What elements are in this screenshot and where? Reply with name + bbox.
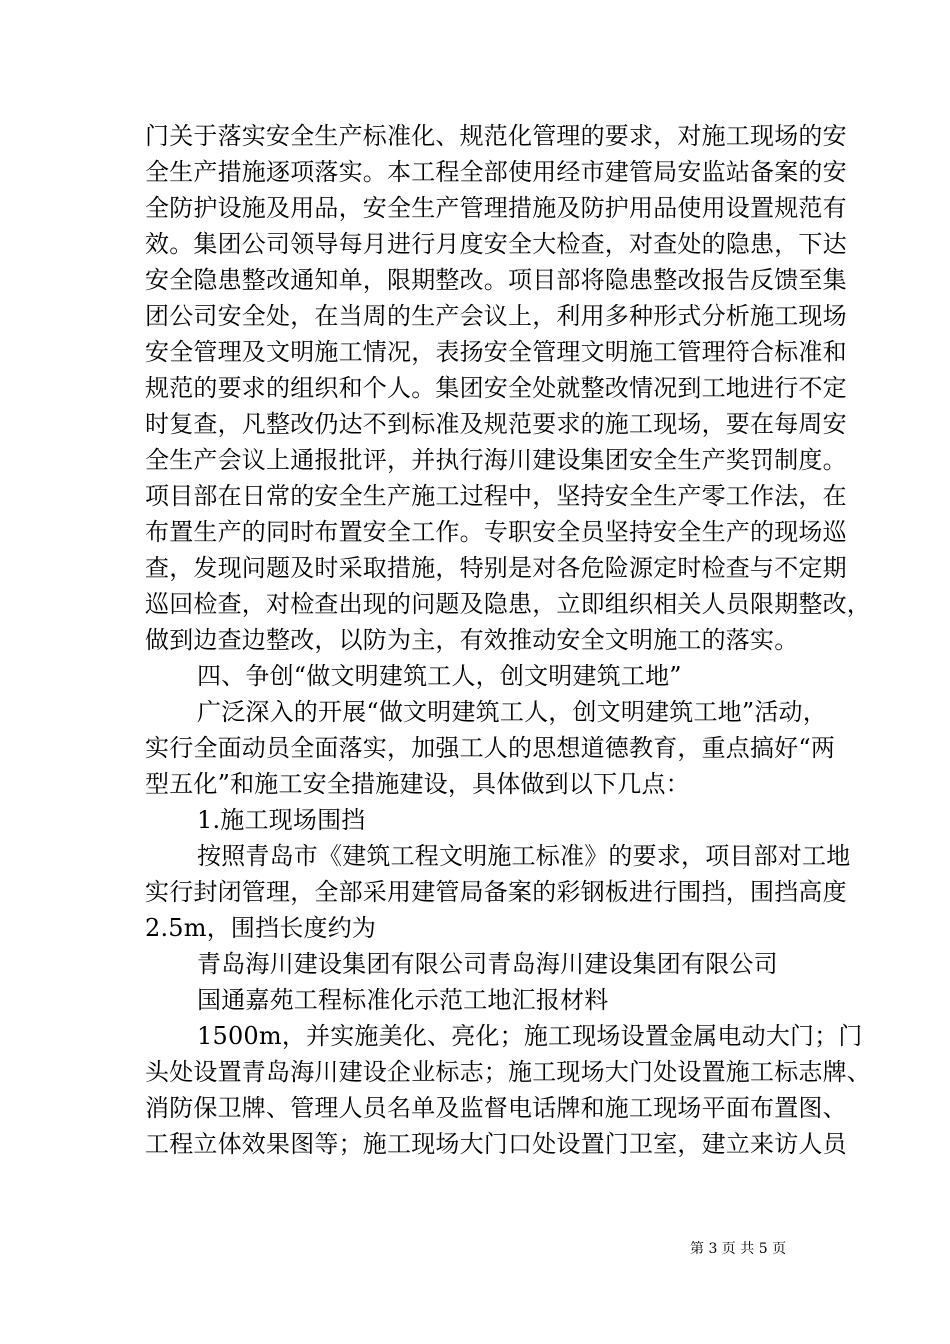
text-line: 安全管理及文明施工情况，表扬安全管理文明施工管理符合标准和 — [145, 338, 847, 366]
text-line: 工程立体效果图等；施工现场大门口处设置门卫室，建立来访人员 — [145, 1130, 847, 1158]
text-line: 全防护设施及用品，安全生产管理措施及防护用品使用设置规范有 — [145, 194, 847, 222]
text-line: 实行全面动员全面落实，加强工人的思想道德教育，重点搞好“两 — [145, 734, 836, 762]
text-line: 团公司安全处，在当周的生产会议上，利用多种形式分析施工现场 — [145, 302, 847, 330]
text-line: 做到边查边整改，以防为主，有效推动安全文明施工的落实。 — [145, 626, 799, 654]
text-line: 全生产会议上通报批评，并执行海川建设集团安全生产奖罚制度。 — [145, 446, 847, 474]
running-header-company: 青岛海川建设集团有限公司青岛海川建设集团有限公司 — [197, 950, 778, 978]
text-line: 门关于落实安全生产标准化、规范化管理的要求，对施工现场的安 — [145, 122, 847, 150]
text-line: 效。集团公司领导每月进行月度安全大检查，对查处的隐患，下达 — [145, 230, 847, 258]
text-line: 广泛深入的开展“做文明建筑工人，创文明建筑工地”活动， — [197, 698, 827, 726]
text-line: 项目部在日常的安全生产施工过程中，坚持安全生产零工作法，在 — [145, 482, 847, 510]
text-line: 全生产措施逐项落实。本工程全部使用经市建管局安监站备案的安 — [145, 158, 847, 186]
text-line: 实行封闭管理，全部采用建管局备案的彩钢板进行围挡，围挡高度 — [145, 878, 847, 906]
text-line: 时复查，凡整改仍达不到标准及规范要求的施工现场，要在每周安 — [145, 410, 847, 438]
text-line: 型五化”和施工安全措施建设，具体做到以下几点： — [145, 770, 690, 798]
text-line: 安全隐患整改通知单，限期整改。项目部将隐患整改报告反馈至集 — [145, 266, 847, 294]
text-line: 巡回检查，对检查出现的问题及隐患，立即组织相关人员限期整改， — [145, 590, 871, 618]
text-line: 规范的要求的组织和个人。集团安全处就整改情况到工地进行不定 — [145, 374, 847, 402]
text-line: 2.5m，围挡长度约为 — [145, 914, 377, 942]
text-line: 头处设置青岛海川建设企业标志；施工现场大门处设置施工标志牌、 — [145, 1058, 871, 1086]
text-line: 布置生产的同时布置安全工作。专职安全员坚持安全生产的现场巡 — [145, 518, 847, 546]
section-heading: 四、争创“做文明建筑工人，创文明建筑工地” — [197, 662, 682, 690]
body-text — [145, 118, 871, 1162]
running-header-title: 国通嘉苑工程标准化示范工地汇报材料 — [197, 986, 609, 1014]
text-line: 按照青岛市《建筑工程文明施工标准》的要求，项目部对工地 — [197, 842, 851, 870]
page-number-footer: 第 3 页 共 5 页 — [690, 1241, 787, 1257]
text-line: 1500m，并实施美化、亮化；施工现场设置金属电动大门；门 — [197, 1022, 863, 1050]
subsection-heading: 1.施工现场围挡 — [197, 806, 366, 834]
text-line: 查，发现问题及时采取措施，特别是对各危险源定时检查与不定期 — [145, 554, 847, 582]
text-line: 消防保卫牌、管理人员名单及监督电话牌和施工现场平面布置图、 — [145, 1094, 847, 1122]
